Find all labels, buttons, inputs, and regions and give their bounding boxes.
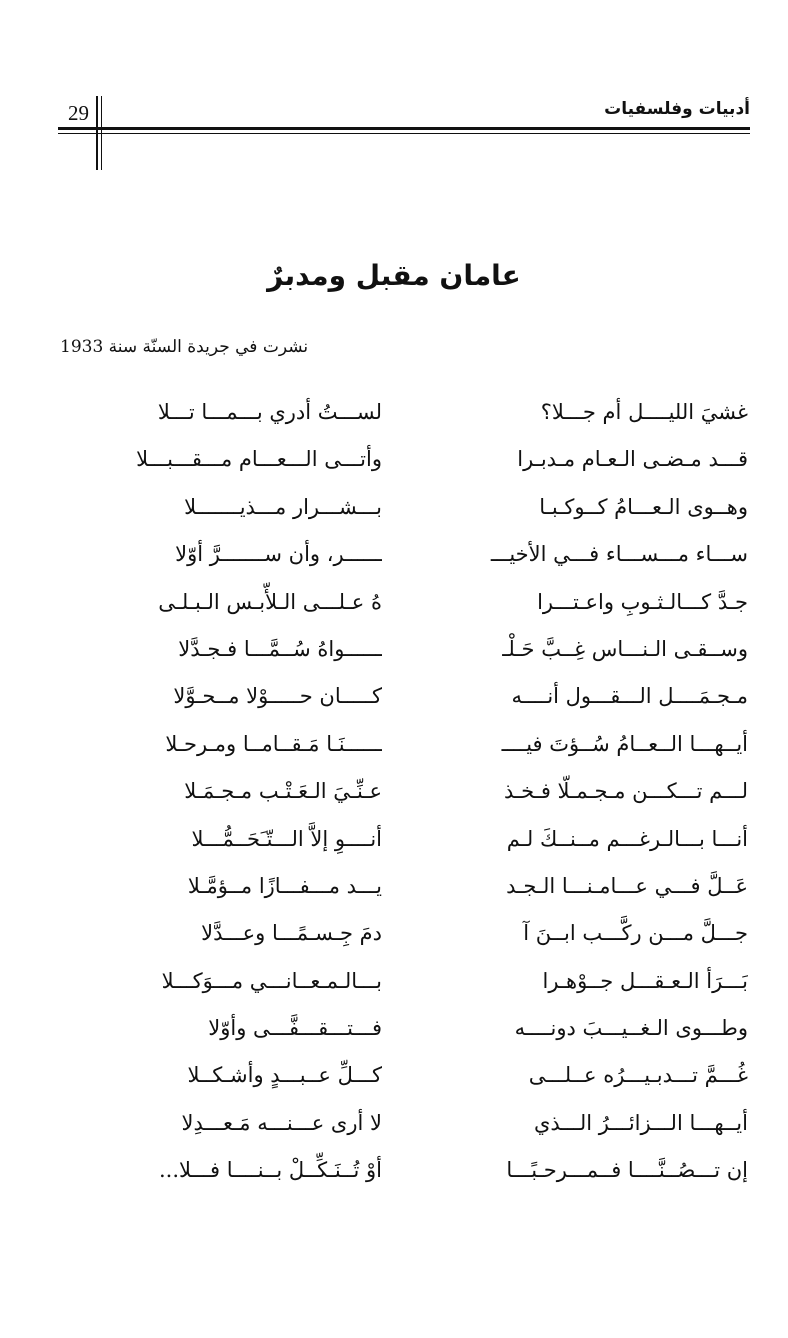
verse [0,765,788,812]
verse-second-half: هُ عـلـــى الـلأّبـس الـبـلـى [158,589,382,614]
verse [0,813,788,860]
verse-second-half: ــــــواهُ سُــمَّـــا فـجـدَّلا [178,636,382,661]
verse [0,576,788,623]
verse-first-half: وســقـى الـنـــاس غِــبَّ حَـلْـ [502,636,748,661]
verse-first-half: جـــلَّ مـــن ركَّـــب ابــنَ آ [523,921,748,946]
verse-first-half: ســـاء مـــســـاء فـــي الأخيـــ [490,542,748,567]
verse-second-half: ــــــر، وأن ســـــــرَّ أوّلا [175,542,382,567]
verse [0,433,788,480]
verse-second-half: فـــتـــقـــفَّـــى وأوّلا [208,1016,382,1041]
verse-second-half: كـــلِّ عــبـــدٍ وأشـكــلا [187,1063,382,1088]
publication-note: نشرت في جريدة السنّة سنة 1933 [60,337,309,357]
verse-second-half: يـــد مـــفـــازًا مــؤمَّـلا [187,873,382,898]
verse [0,718,788,765]
verse [0,1049,788,1096]
verse [0,1002,788,1049]
verse [0,670,788,717]
verse-second-half: أنــــوِ إلاَّ الـــتّـَحَــمُّـــلا [191,826,382,851]
verse [0,623,788,670]
verse-second-half: ــــــنَـا مَـقــامــا ومـرحـلا [165,731,382,756]
verse [0,860,788,907]
verse-second-half: وأتـــى الـــعـــام مـــقـــبـــلا [136,447,382,472]
verse-first-half: غُـــمَّ تـــدبـيـــرُه عــلـــى [528,1063,748,1088]
verse-second-half: لســـتُ أدري بـــمـــا تـــلا [157,400,382,424]
verse [0,528,788,575]
verse [0,386,788,433]
verse-first-half: لـــم تـــكـــن مـجـمـلّا فـخـذ [503,779,748,804]
verse-first-half: بَـــرَأ الـعـقـــل جــوْهـرا [542,968,748,993]
verse-first-half: وطـــوى الـغــيـــبَ دونــــه [514,1016,748,1041]
verse-first-half: أيــهـــا الــعــامُ سُــؤتَ فيــــ [501,731,748,756]
verse-first-half: أنـــا بـــالـرغـــم مــنــكَ لـم [506,826,748,851]
verse-first-half: أيــهـــا الـــزائـــرُ الـــذي [533,1110,748,1135]
poem-title: عامان مقبل ومدبرٌ [267,259,521,292]
verse-first-half: جـدَّ كـــالـثـوبِ واعـتـــرا [537,589,748,614]
verse-second-half: كـــــان حـــــوْلا مــحـوَّلا [173,684,382,709]
running-head: أدبيات وفلسفيات [604,99,750,119]
verse-second-half: عـنِّـيَ الـعَـتْـب مـجـمَـلا [184,779,382,804]
verse [0,1144,788,1191]
verse-first-half: مـجـمَــــل الـــقـــول أنــــه [511,684,748,709]
verse [0,1097,788,1144]
verse-first-half: غشيَ الليــــل أم جـــلا؟ [540,400,748,424]
page-number: 29 [68,101,89,125]
verse-second-half: أوْ تُــنَـكِّــلْ بــنــــا فـــلا... [159,1158,382,1183]
verse [0,955,788,1002]
header-rule-thick [58,127,750,130]
poem-verses [0,386,788,1192]
verse-second-half: دمَ جِـسـمًـــا وعـــدَّلا [201,921,382,946]
verse-first-half: قـــد مـضـى الـعـام مـدبـرا [517,447,748,472]
header-rule-thin [58,133,750,134]
header-vertical-rule-thin [101,96,102,170]
verse-first-half: وهــوى الـعـــامُ كــوكـبـا [539,494,748,519]
verse-first-half: إن تـــصُــنَّــــا فــمـــرحـبًـــا [506,1158,748,1183]
verse-second-half: لا أرى عـــنـــه مَـعـــدِلا [181,1110,382,1135]
verse [0,907,788,954]
verse [0,481,788,528]
header-vertical-rule [96,96,98,170]
verse-first-half: عَــلَّ فـــي عـــامـنـــا الـجـد [506,873,748,898]
verse-second-half: بـــشـــرار مـــذيـــــــلا [184,494,382,519]
verse-second-half: بـــالـمـعــانـــي مـــوَكـــلا [161,968,382,993]
